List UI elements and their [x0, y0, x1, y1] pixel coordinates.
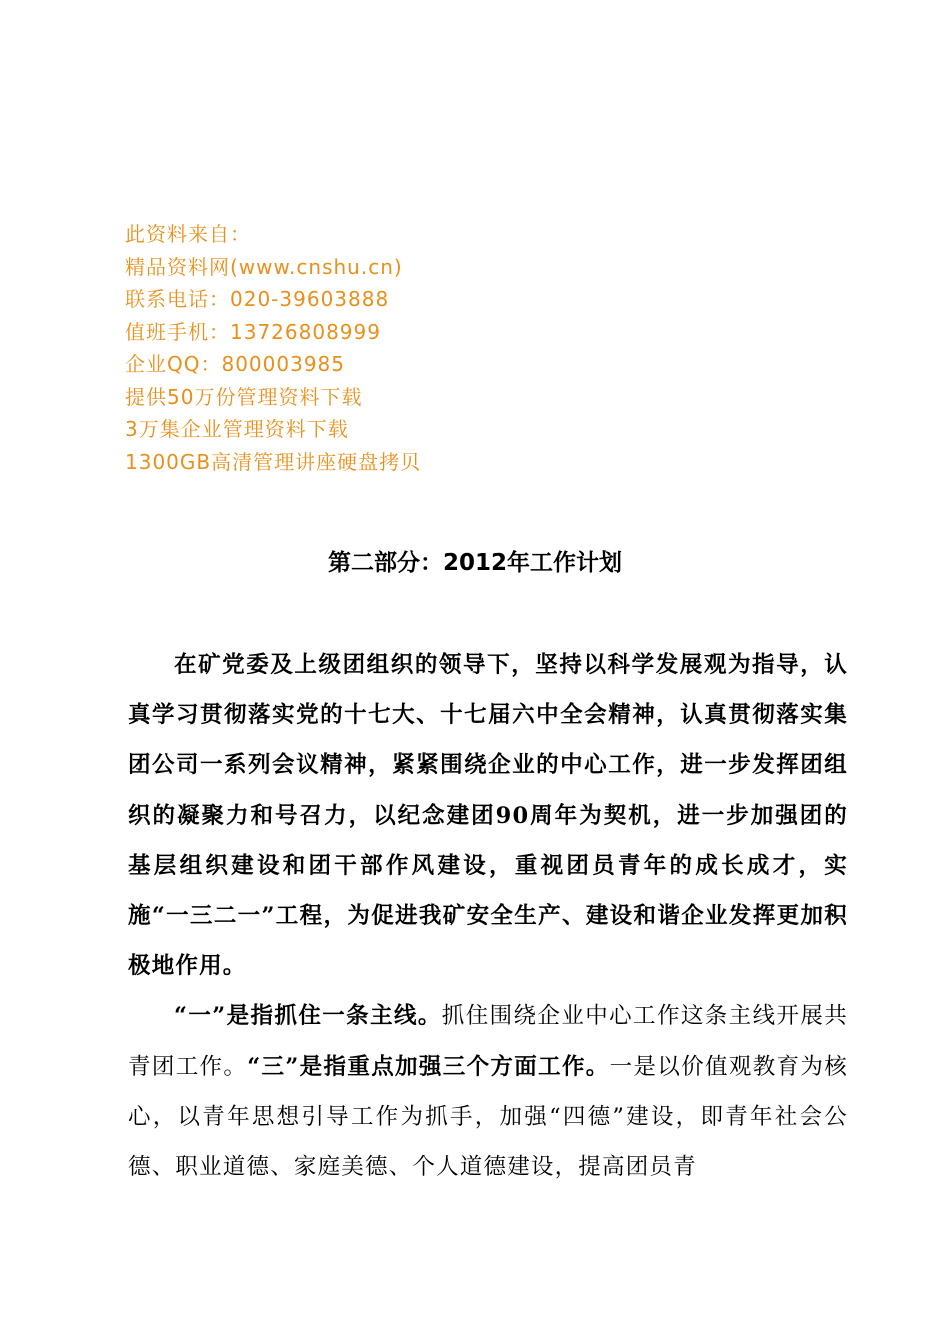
paragraph-main-line: [128, 991, 848, 1192]
source-line: 精品资料网(www.cnshu.cn): [125, 254, 403, 279]
body-text: [128, 640, 848, 1192]
emphasis-one-main-line: “一”是指抓住一条主线。: [174, 1003, 442, 1030]
paragraph-text: 抓住围绕企业中心工作这条主线开展共青团工作。: [128, 1003, 848, 1080]
source-line: 1300GB高清管理讲座硬盘拷贝: [125, 449, 422, 474]
source-line: 3万集企业管理资料下载: [125, 417, 349, 441]
source-line: 企业QQ：800003985: [125, 352, 346, 376]
source-line: 联系电话：020-39603888: [125, 287, 390, 311]
emphasis-three-aspects: “三”是指重点加强三个方面工作。: [247, 1053, 610, 1080]
source-line: 此资料来自：: [125, 222, 251, 246]
source-line: 值班手机：13726808999: [125, 319, 381, 344]
paragraph-intro: 在矿党委及上级团组织的领导下，坚持以科学发展观为指导，认真学习贯彻落实党的十七大、十七届六中全会精神，认真贯彻落实集团公司一系列会议精神，紧紧围绕企业的中心工作，进一步发挥团组织的凝聚力和号召力，以纪念建团90周年为契机，进一步加强团的基层组织建设和团干部作风建设，重视团员青年的成长成才，实施“一三二一”工程，为促进我矿安全生产、建设和谐企业发挥更加积极地作用。: [128, 652, 848, 980]
source-info-block: [125, 218, 725, 478]
paragraph-text: 一是以价值观教育为核心，以青年思想引导工作为抓手，加强“四德”建设，即青年社会公德、职业道德、家庭美德、个人道德建设，提高团员青: [128, 1053, 848, 1181]
source-line: 提供50万份管理资料下载: [125, 384, 363, 409]
section-title: 第二部分：2012年工作计划: [327, 550, 622, 576]
